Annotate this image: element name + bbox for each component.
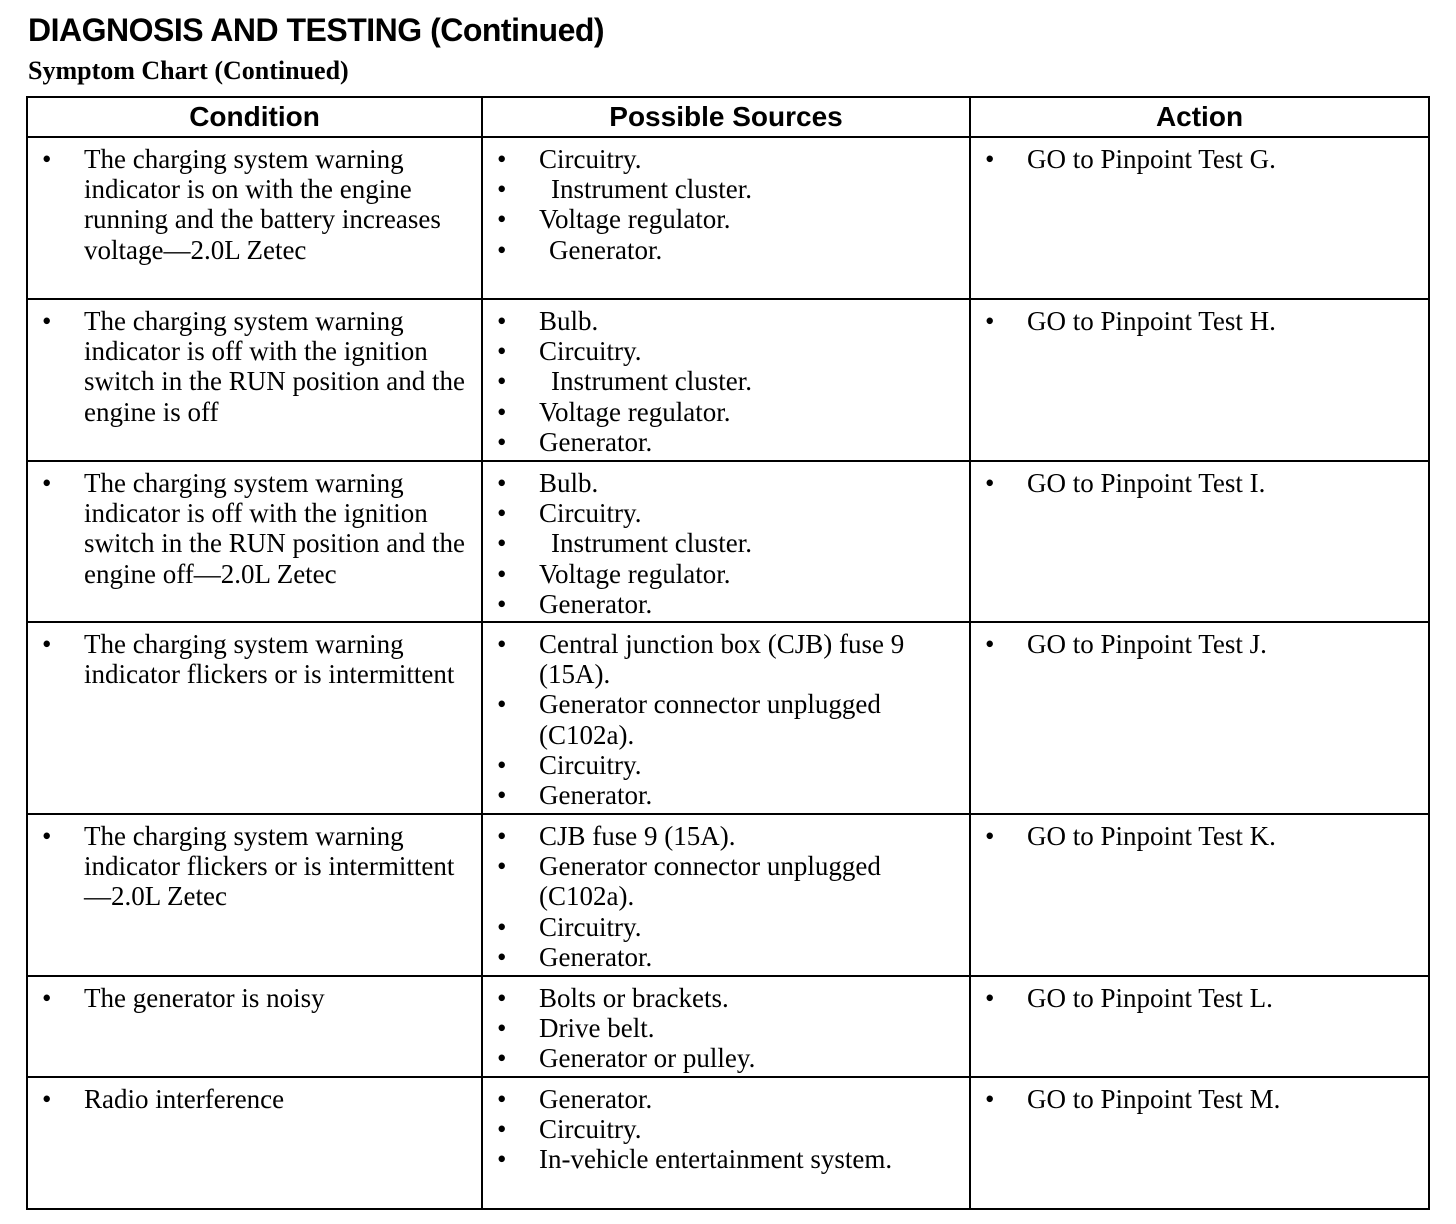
source-item: • Instrument cluster. (483, 366, 963, 396)
action-cell (970, 814, 1429, 976)
source-item: • Voltage regulator. (483, 397, 963, 427)
condition-text: • The generator is noisy (28, 983, 475, 1013)
condition-cell (27, 299, 482, 461)
source-item: • Circuitry. (483, 498, 963, 528)
table-header-row (27, 97, 1429, 137)
table-row (27, 461, 1429, 622)
column-header-condition: Condition (27, 97, 482, 137)
source-item: • Bulb. (483, 468, 963, 498)
table-row (27, 1077, 1429, 1209)
source-item: • Drive belt. (483, 1013, 963, 1043)
sources-cell (482, 976, 970, 1077)
source-item: • Instrument cluster. (483, 174, 963, 204)
action-cell (970, 299, 1429, 461)
sources-cell (482, 622, 970, 814)
condition-cell (27, 1077, 482, 1209)
condition-text: • The charging system warning indicator flickers or is intermittent—2.0L Zetec (28, 821, 475, 912)
condition-text: • The charging system warning indicator is on with the engine running and the battery increases voltage—2.0L Zetec (28, 144, 475, 265)
symptom-chart-table (26, 96, 1430, 1210)
condition-cell (27, 814, 482, 976)
table-row (27, 137, 1429, 299)
action-text: • GO to Pinpoint Test G. (971, 144, 1422, 174)
table-row (27, 622, 1429, 814)
source-item: • Generator connector unplugged (C102a). (483, 851, 963, 911)
source-item: • Voltage regulator. (483, 204, 963, 234)
source-item: • In-vehicle entertainment system. (483, 1144, 963, 1174)
source-item: • Generator. (483, 1084, 963, 1114)
sources-cell (482, 461, 970, 622)
action-cell (970, 976, 1429, 1077)
column-header-possible-sources: Possible Sources (482, 97, 970, 137)
source-item: • Generator or pulley. (483, 1043, 963, 1073)
page-title: DIAGNOSIS AND TESTING (Continued) (28, 12, 605, 48)
section-subtitle: Symptom Chart (Continued) (28, 56, 349, 85)
action-cell (970, 461, 1429, 622)
source-item: • CJB fuse 9 (15A). (483, 821, 963, 851)
source-item: • Circuitry. (483, 144, 963, 174)
sources-cell (482, 814, 970, 976)
source-item: • Bulb. (483, 306, 963, 336)
source-item: • Circuitry. (483, 750, 963, 780)
table-row (27, 976, 1429, 1077)
action-text: • GO to Pinpoint Test J. (971, 629, 1422, 659)
source-item: • Bolts or brackets. (483, 983, 963, 1013)
action-cell (970, 1077, 1429, 1209)
condition-text: • The charging system warning indicator is off with the ignition switch in the RUN position and the engine is off (28, 306, 475, 427)
condition-text: • The charging system warning indicator flickers or is intermittent (28, 629, 475, 689)
source-item: • Generator. (483, 780, 963, 810)
sources-cell (482, 299, 970, 461)
condition-text: • Radio interference (28, 1084, 475, 1114)
table-row (27, 814, 1429, 976)
source-item: • Instrument cluster. (483, 528, 963, 558)
source-item: • Circuitry. (483, 912, 963, 942)
condition-text: • The charging system warning indicator is off with the ignition switch in the RUN position and the engine off—2.0L Zetec (28, 468, 475, 589)
source-item: • Circuitry. (483, 336, 963, 366)
source-item: • Generator. (483, 427, 963, 457)
action-cell (970, 137, 1429, 299)
source-item: • Circuitry. (483, 1114, 963, 1144)
source-item: • Voltage regulator. (483, 559, 963, 589)
condition-cell (27, 976, 482, 1077)
action-text: • GO to Pinpoint Test I. (971, 468, 1422, 498)
sources-cell (482, 1077, 970, 1209)
column-header-action: Action (970, 97, 1429, 137)
source-item: • Generator. (483, 235, 963, 265)
source-item: • Generator connector unplugged (C102a). (483, 689, 963, 749)
source-item: • Central junction box (CJB) fuse 9 (15A). (483, 629, 963, 689)
table-row (27, 299, 1429, 461)
action-cell (970, 622, 1429, 814)
action-text: • GO to Pinpoint Test L. (971, 983, 1422, 1013)
action-text: • GO to Pinpoint Test H. (971, 306, 1422, 336)
condition-cell (27, 622, 482, 814)
condition-cell (27, 461, 482, 622)
source-item: • Generator. (483, 589, 963, 619)
action-text: • GO to Pinpoint Test M. (971, 1084, 1422, 1114)
source-item: • Generator. (483, 942, 963, 972)
sources-cell (482, 137, 970, 299)
condition-cell (27, 137, 482, 299)
action-text: • GO to Pinpoint Test K. (971, 821, 1422, 851)
